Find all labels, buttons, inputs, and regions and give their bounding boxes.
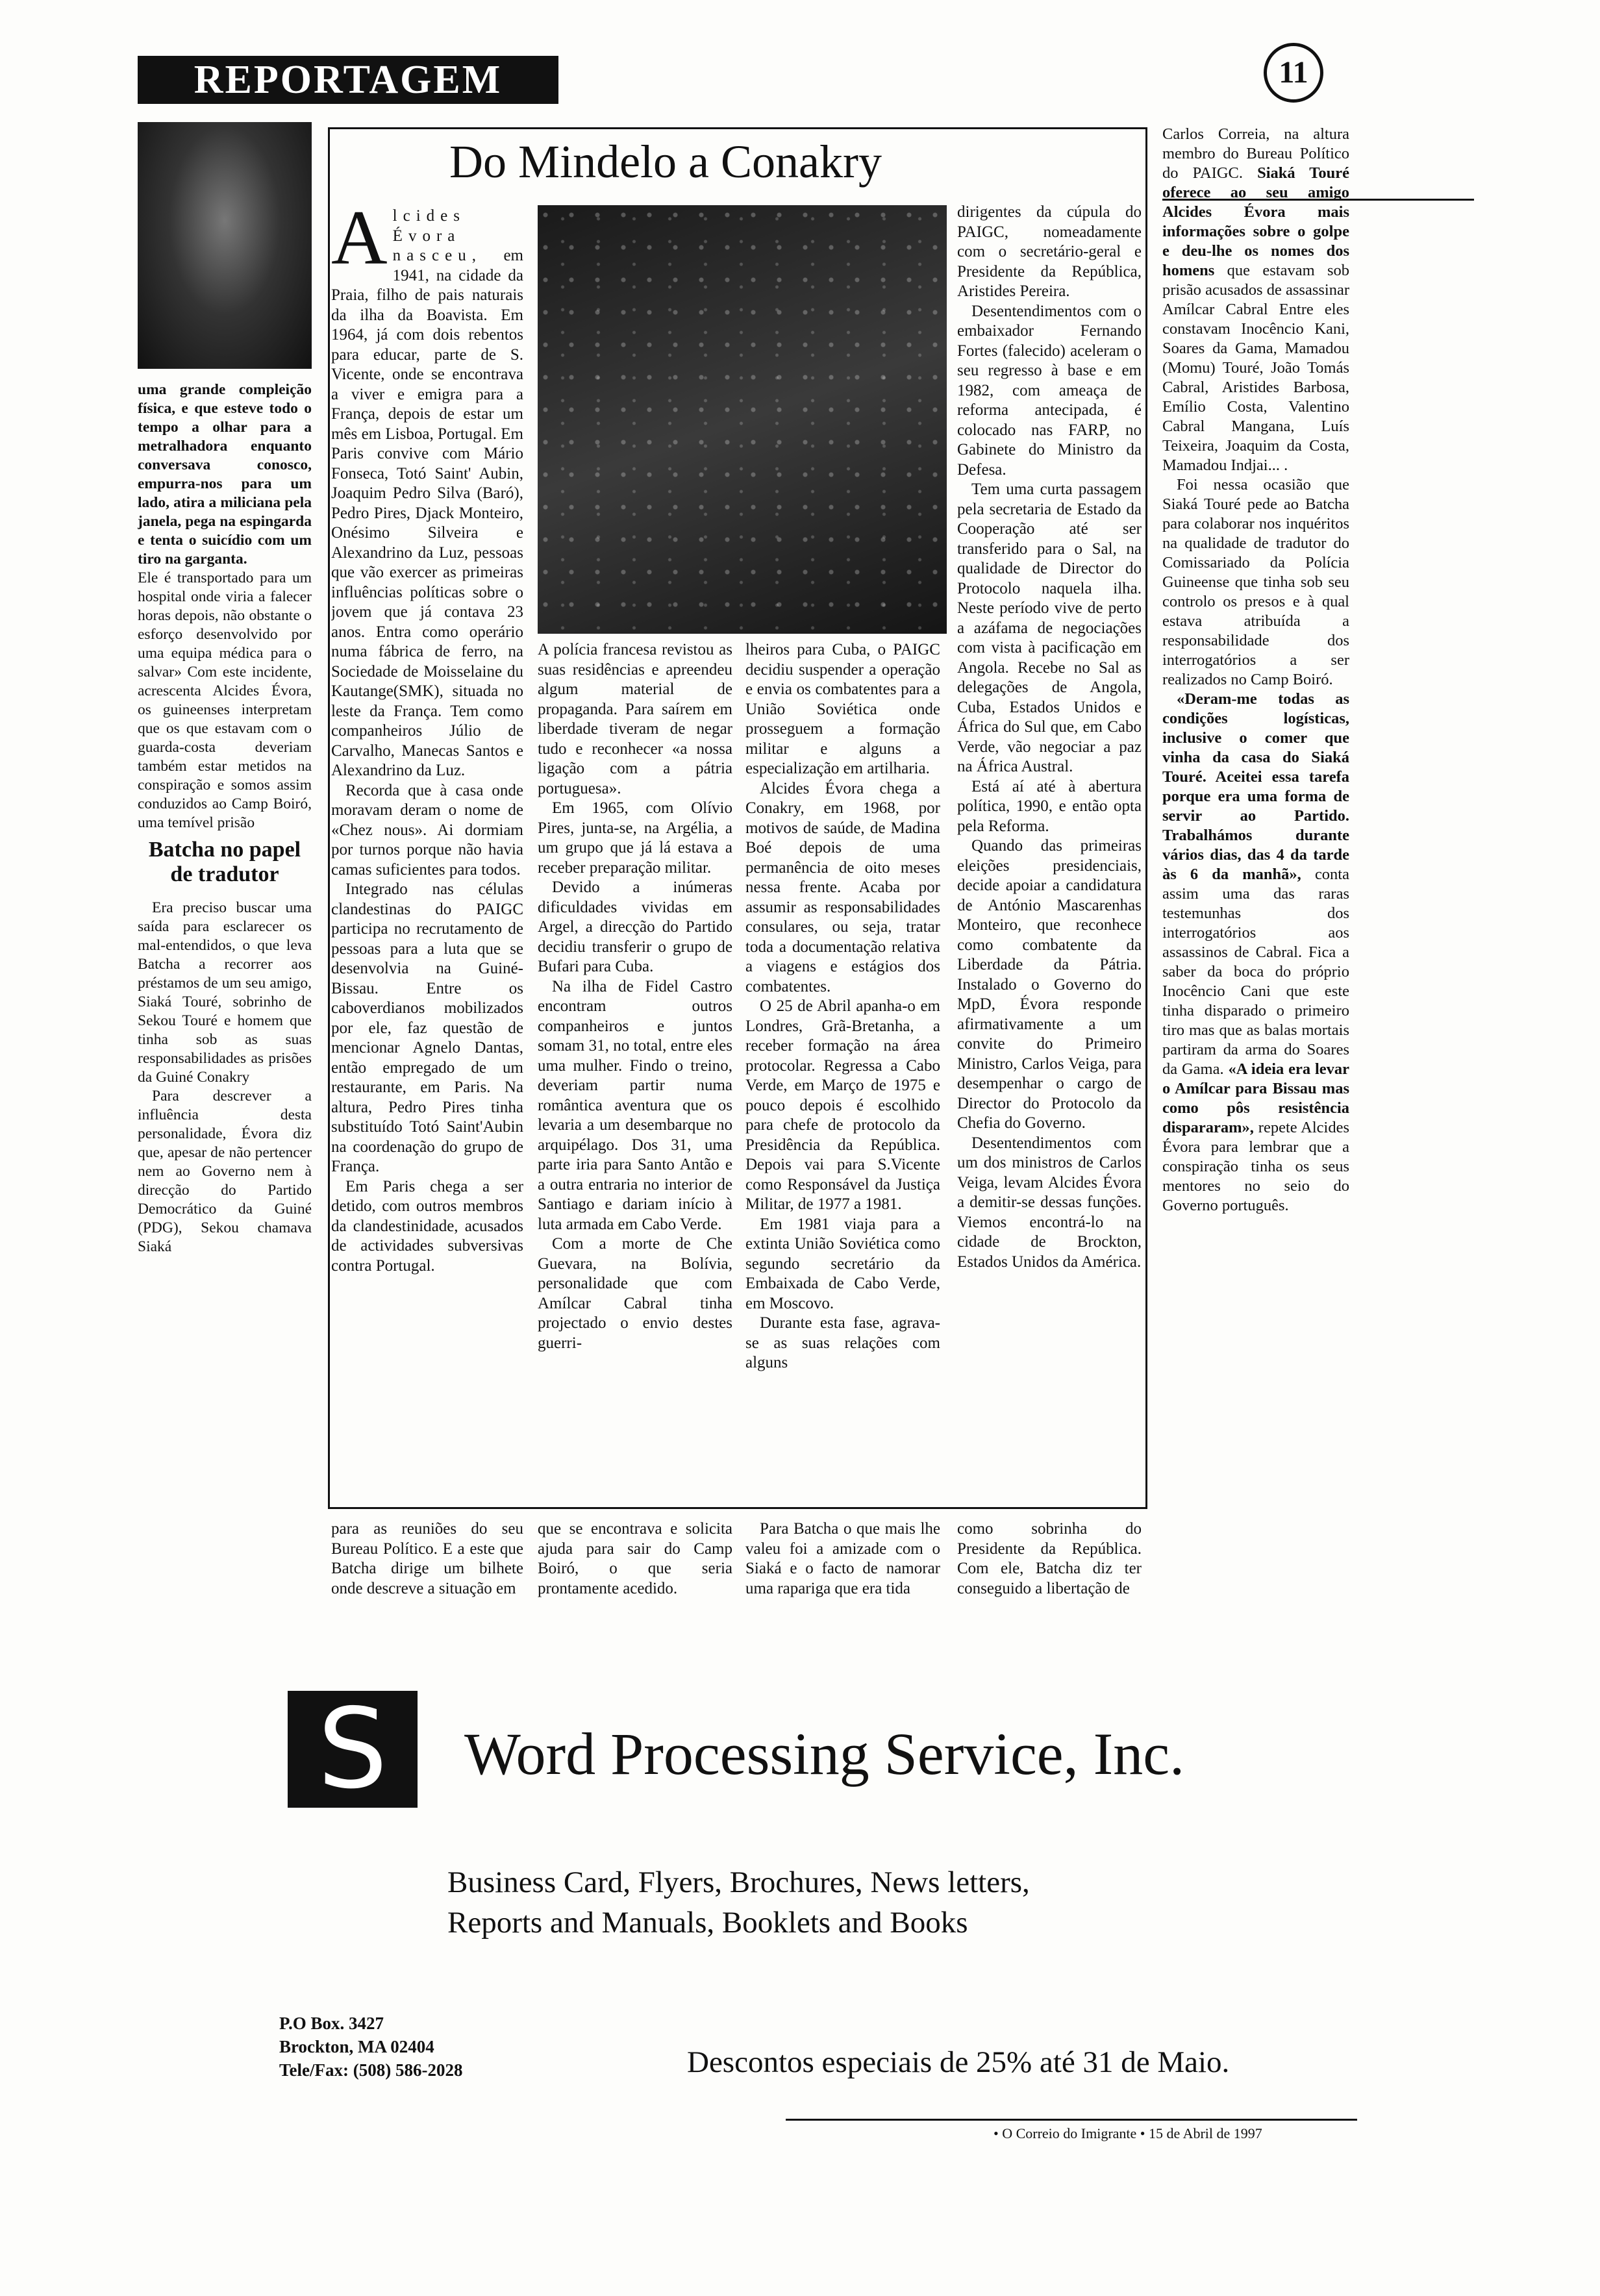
- article-paragraph: Recorda que à casa onde moravam deram o nome de «Chez nous». Ai dormiam por turnos porque não havia camas suficientes para todos.: [331, 781, 523, 879]
- ad-services-line: Business Card, Flyers, Brochures, News letters,: [447, 1866, 1030, 1899]
- left-column: [138, 381, 312, 1538]
- ad-address-line: Brockton, MA 02404: [279, 2037, 434, 2056]
- ad-address: [279, 2012, 462, 2082]
- article-paragraph: Em 1965, com Olívio Pires, junta-se, na Argélia, a um grupo que já lá estava a receber preparação militar.: [538, 799, 732, 877]
- article-column-3: [745, 640, 940, 1501]
- article-paragraph: em 1941, na cidade da Praia, filho de pais naturais da ilha da Boavista. Em 1964, já com dois rebentos para educar, parte de S. Vicente, onde se encontrava a viver e emigra para a França, depois de estar um mês em Lisboa, Portugal. Em Paris convive com Mário Fonseca, Totó Saint' Aubin, Joaquim Pedro Silva (Baró), Pedro Pires, Djack Monteiro, Onésimo Silveira e Alexandrino da Luz, pessoas que vão exercer as primeiras influências políticas sobre o jovem que já contava 23 anos. Entra como operário numa fábrica de ferro, na Sociedade de Moisselaine du Kautange(SMK), situada no leste da França. Tem como companheiros Júlio de Carvalho, Manecas Santos e Alexandrino da Luz.: [331, 247, 523, 779]
- continuation-text: Para Batcha o que mais lhe valeu foi a amizade com o Siaká e o facto de namorar uma rapariga que era tida: [745, 1520, 940, 1597]
- article-paragraph: dirigentes da cúpula do PAIGC, nomeadamente com o secretário-geral e Presidente da República, Aristides Pereira.: [957, 203, 1142, 300]
- article-headline: Do Mindelo a Conakry: [449, 136, 882, 188]
- ad-services-line: Reports and Manuals, Booklets and Books: [447, 1906, 968, 1940]
- article-paragraph: Alcides Évora chega a Conakry, em 1968, por motivos de saúde, de Madina Boé depois de uma permanência de oito meses nessa frente. Acaba por assumir as responsabilidades consulares, ou seja, tratar toda a documentação relativa a viagens e estágios dos combatentes.: [745, 779, 940, 995]
- continuation-text: para as reuniões do seu Bureau Político. E a este que Batcha dirige um bilhete onde descreve a situação em: [331, 1520, 523, 1597]
- right-column: [1162, 125, 1349, 1618]
- ad-company-name: Word Processing Service, Inc.: [464, 1721, 1185, 1787]
- left-subheading: Batcha no papel de tradutor: [148, 838, 301, 886]
- continuation-text: que se encontrava e solicita ajuda para sair do Camp Boiró, o que seria prontamente acedido.: [538, 1520, 732, 1597]
- article-column-2: [538, 640, 732, 1501]
- ad-address-line: P.O Box. 3427: [279, 2014, 384, 2033]
- article-paragraph: Na ilha de Fidel Castro encontram outros companheiros e juntos somam 31, no total, entre eles uma mulher. Findo o treino, deveriam partir numa romântica aventura que os levaria a um desembarque no arquipélago. Dos 31, uma parte iria para Santo Antão e a outra entraria no interior de Santiago e dariam início à luta armada em Cabo Verde.: [538, 977, 732, 1233]
- article-photo: [538, 205, 947, 634]
- article-paragraph: Integrado nas células clandestinas do PAIGC participa no recrutamento de pessoas para a luta que se desenvolvia na Guiné-Bissau. Entre os caboverdianos mobilizados por ele, faz questão de mencionar Agnelo Dantas, então empregado de um restaurante, em Paris. Na altura, Pedro Pires tinha substituído Totó Saint'Aubin na coordenação do grupo de França.: [331, 880, 523, 1175]
- lead-spaced-text: lcides Évora nasceu,: [392, 207, 482, 264]
- article-paragraph: lheiros para Cuba, o PAIGC decidiu suspender a operação e envia os combatentes para a União Soviética onde prosseguem a formação militar e alguns a especialização em artilharia.: [745, 641, 940, 777]
- right-paragraph: que estavam sob prisão acusados de assassinar Amílcar Cabral Entre eles constavam Inocêncio Kani, Soares da Gama, Mamadou (Momu) Touré, João Tomás Cabral, Aristides Barbosa, Emílio Costa, Valentino Cabral Mangana, Luís Teixeira, Joaquim da Costa, Mamadou Indjai... .: [1162, 262, 1349, 474]
- article-paragraph: Desentendimentos com um dos ministros de Carlos Veiga, levam Alcides Évora a demitir-se dessas funções. Viemos encontrá-lo na cidade de Brockton, Estados Unidos da América.: [957, 1134, 1142, 1271]
- bottom-column-3: [745, 1519, 940, 1610]
- article-paragraph: A polícia francesa revistou as suas residências e apreendeu algum material de propaganda. Para saírem em liberdade tiveram de negar tudo e reconhecer «a nossa ligação com a pátria portuguesa».: [538, 641, 732, 797]
- right-paragraph: repete Alcides Évora para lembrar que a conspiração tinha os seus mentores no seio do Governo português.: [1162, 1119, 1349, 1214]
- article-paragraph: Durante esta fase, agrava-se as suas relações com alguns: [745, 1314, 940, 1371]
- ad-address-line: Tele/Fax: (508) 586-2028: [279, 2060, 463, 2080]
- article-column-1: [331, 206, 523, 1501]
- article-paragraph: Quando das primeiras eleições presidenciais, decide apoiar a candidatura de António Mascarenhas Monteiro, que reconhece como combatente da Liberdade da Pátria. Instalado o Governo do MpD, Évora responde afirmativamente a um convite do Primeiro Ministro, Carlos Veiga, para desempenhar o cargo de Director do Protocolo da Chefia do Governo.: [957, 837, 1142, 1132]
- ad-discount: Descontos especiais de 25% até 31 de Maio.: [687, 2045, 1230, 2079]
- bottom-column-1: [331, 1519, 523, 1610]
- article-paragraph: Em Paris chega a ser detido, com outros membros da clandestinidade, acusados de actividades subversivas contra Portugal.: [331, 1177, 523, 1275]
- left-body-text: Ele é transportado para um hospital onde viria a falecer horas depois, não obstante o esforço desenvolvido por uma equipa médica para o salvar» Com este incidente, acrescenta Alcides Évora, os guineenses interpretam que os que estavam com o guarda-costa deveriam também estar metidos na conspiração e somos assim conduzidos ao Camp Boiró, uma temível prisão: [138, 569, 312, 831]
- right-quote-bold: «Deram-me todas as condições logísticas, inclusive o comer que vinha da casa do Siaká Touré. Aceitei essa tarefa porque era uma forma de servir ao Partido. Trabalhámos durante vários dias, das 4 da tarde às 6 da manhã»,: [1162, 690, 1349, 883]
- footer-publication-line: • O Correio do Imigrante • 15 de Abril de 1997: [994, 2125, 1262, 2141]
- article-paragraph: Está aí até à abertura política, 1990, e então opta pela Reforma.: [957, 777, 1142, 835]
- right-paragraph: conta assim uma das raras testemunhas dos interrogatórios aos assassinos de Cabral. Fica a saber da boca do próprio Inocêncio Cani que este tinha disparado o primeiro tiro mas que as balas mortais partiram da arma do Soares da Gama.: [1162, 866, 1349, 1078]
- left-paragraph: Era preciso buscar uma saída para esclarecer os mal-entendidos, o que leva Batcha a recorrer aos préstamos de um seu amigo, Siaká Touré, sobrinho de Sekou Touré e homem que tinha sob as suas responsabilidades as prisões da Guiné Conakry: [138, 899, 312, 1086]
- drop-cap: A: [331, 206, 388, 281]
- article-paragraph: Desentendimentos com o embaixador Fernando Fortes (falecido) aceleram o seu regresso à base e em 1982, com ameaça de reforma antecipada, é colocado nas FARP, no Gabinete do Ministro da Defesa.: [957, 302, 1142, 479]
- article-paragraph: Com a morte de Che Guevara, na Bolívia, personalidade que com Amílcar Cabral tinha projectado o envio destes guerri-: [538, 1235, 732, 1352]
- continuation-text: como sobrinha do Presidente da República. Com ele, Batcha diz ter conseguido a libertação de: [957, 1520, 1142, 1597]
- article-column-4: [957, 203, 1142, 1501]
- page-number: 11: [1264, 43, 1323, 103]
- article-paragraph: Em 1981 viaja para a extinta União Soviética como segundo secretário da Embaixada de Cabo Verde, em Moscovo.: [745, 1215, 940, 1312]
- company-logo: S: [288, 1691, 418, 1808]
- article-paragraph: Tem uma curta passagem pela secretaria de Estado da Cooperação até ser transferido para o Sal, na qualidade de Director do Protocolo naquela ilha. Neste período vive de perto a azáfama de negociações com vista à pacificação em Angola. Recebe no Sal as delegações de Angola, Cuba, Estados Unidos e África do Sul que, em Cabo Verde, vão negociar a paz na África Austral.: [957, 480, 1142, 775]
- footer-rule: [786, 2119, 1357, 2121]
- left-lead-text: uma grande compleição física, e que esteve todo o tempo a olhar para a metralhadora enquanto conversava conosco, empurra-nos para um lado, atira a miliciana pela janela, pega na espingarda e tenta o suicídio com um tiro na garganta.: [138, 381, 312, 568]
- section-banner: REPORTAGEM: [138, 56, 558, 104]
- article-paragraph: O 25 de Abril apanha-o em Londres, Grã-Bretanha, a receber formação na área protocolar. Regressa a Cabo Verde, em Março de 1975 e pouco depois é escolhido para chefe de protocolo da Presidência da República. Depois vai para S.Vicente como Responsável da Justiça Militar, de 1977 a 1981.: [745, 997, 940, 1213]
- right-bold-text: Siaká Touré oferece ao seu amigo Alcides Évora mais informações sobre o golpe e deu-lhe os nomes dos homens: [1162, 164, 1349, 279]
- right-quote-bold: «A ideia era levar o Amílcar para Bissau mas como pôs resistência dispararam»,: [1162, 1060, 1349, 1136]
- portrait-photo: [138, 122, 312, 369]
- bottom-column-2: [538, 1519, 732, 1610]
- right-paragraph: Foi nessa ocasião que Siaká Touré pede ao Batcha para colaborar nos inquéritos na qualidade de tradutor do Comissariado da Polícia Guineense que tinha sob seu controlo os presos e à qual estava atribuída a responsabilidade dos interrogatórios a ser realizados no Camp Boiró.: [1162, 476, 1349, 688]
- ad-services: [447, 1862, 1030, 1943]
- article-paragraph: Devido a inúmeras dificuldades vividas em Argel, a direcção do Partido decidiu transferir o grupo de Bufari para Cuba.: [538, 879, 732, 975]
- left-paragraph: Para descrever a influência desta personalidade, Évora diz que, apesar de não pertencer nem ao Governo nem à direcção do Partido Democrático da Guiné (PDG), Sekou chamava Siaká: [138, 1088, 312, 1255]
- right-paragraph: Carlos Correia, na altura membro do Bureau Político do PAIGC.: [1162, 125, 1349, 182]
- bottom-column-4: [957, 1519, 1142, 1610]
